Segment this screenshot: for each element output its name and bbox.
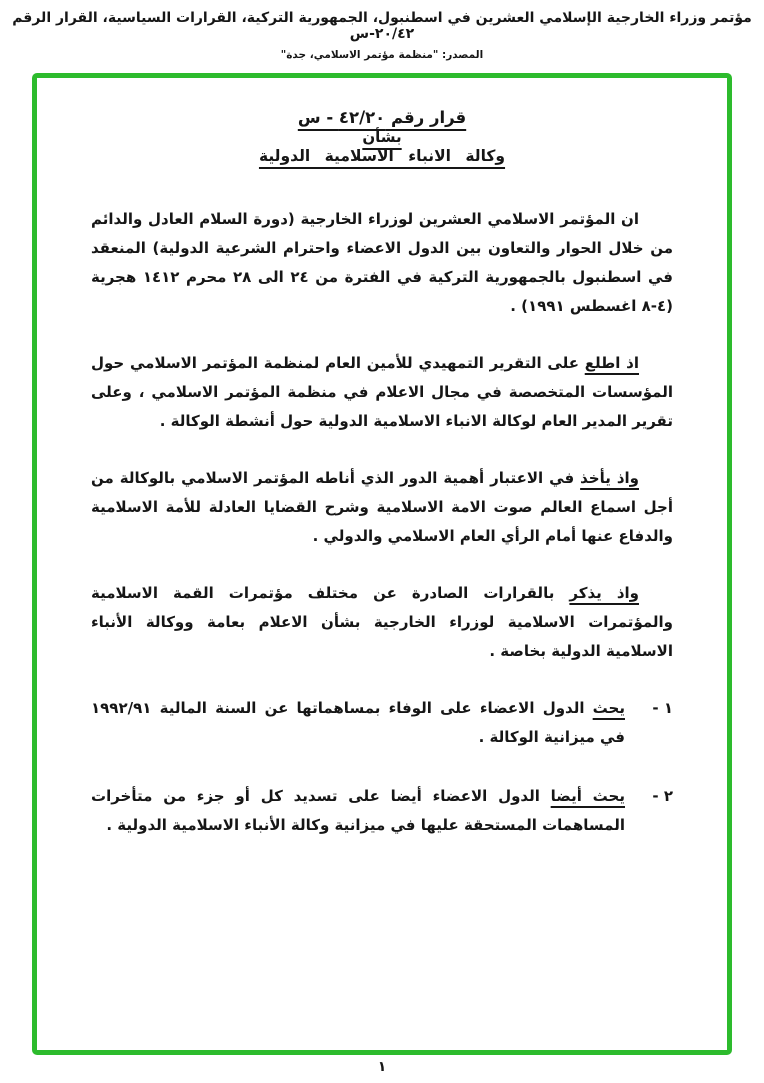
header-citation-line: مؤتمر وزراء الخارجية الإسلامي العشرين في اسطنبول، الجمهورية التركية، القرارات السياسية، القرار الرقم ٢٠/٤٢-س [12, 10, 752, 42]
item-lead: يحث [592, 699, 625, 717]
paragraph-preamble [91, 205, 673, 321]
paragraph-text: ان المؤتمر الاسلامي العشرين لوزراء الخارجية (دورة السلام العادل والدائم من خلال الحوار والتعاون بين الدول الاعضاء واحترام الشرعية الدولية) المنعقد في اسطنبول بالجمهورية التركية في الفترة من ٢٤ الى ٢٨ محرم ١٤١٢ هجرية (٤-٨ اغسطس ١٩٩١) . [91, 210, 673, 315]
item-text: الدول الاعضاء أيضا على تسديد كل أو جزء من متأخرات المساهمات المستحقة عليها في ميزانية وكالة الأنباء الاسلامية الدولية . [91, 787, 625, 834]
paragraph-text: على التقرير التمهيدي للأمين العام لمنظمة المؤتمر الاسلامي حول المؤسسات المتخصصة في مجال الاعلام في منظمة المؤتمر الاسلامي ، وعلى تقرير المدير العام لوكالة الانباء الاسلامية الدولية حول أنشطة الوكالة . [91, 354, 673, 430]
title-regarding: بشأن [362, 128, 402, 146]
item-text-block [91, 694, 625, 752]
document-green-frame [32, 73, 732, 1055]
list-item-1 [91, 694, 673, 752]
paragraph-text: في الاعتبار أهمية الدور الذي أناطه المؤتمر الاسلامي بالوكالة من أجل اسماع العالم صوت الامة الاسلامية وشرح القضايا العادلة للأمة الاسلامية والدفاع عنها أمام الرأي العام الاسلامي والدولي . [91, 469, 673, 545]
document-body [37, 78, 727, 840]
paragraph-text: بالقرارات الصادرة عن مختلف مؤتمرات القمة الاسلامية والمؤتمرات الاسلامية لوزراء الخارجية بشأن الاعلام بعامة ووكالة الأنباء الاسلامية الدولية بخاصة . [91, 584, 673, 660]
header-source-line: المصدر: "منظمة مؤتمر الاسلامي، جدة" [280, 49, 484, 61]
page-number: ١ [377, 1059, 387, 1075]
item-number: ٢ - [652, 787, 673, 805]
paragraph-recalling [91, 579, 673, 666]
paragraph-lead: اذ اطلع [584, 354, 639, 372]
paragraph-taking-into-account [91, 464, 673, 551]
item-text-block [91, 782, 625, 840]
numbered-items [91, 694, 673, 840]
paragraph-having-reviewed [91, 349, 673, 436]
title-subject: وكالة الانباء الاسلامية الدولية [258, 147, 506, 165]
page-header [0, 0, 764, 61]
item-number: ١ - [652, 699, 673, 717]
item-text: الدول الاعضاء على الوفاء بمساهماتها عن السنة المالية ١٩٩٢/٩١ في ميزانية الوكالة . [91, 699, 625, 746]
paragraph-lead: واذ يأخذ [580, 469, 639, 487]
resolution-number-title: قرار رقم ٤٢/٢٠ - س [297, 108, 467, 127]
paragraph-lead: واذ يذكر [569, 584, 639, 602]
title-block [91, 108, 673, 165]
item-lead: يحث أيضا [550, 787, 625, 805]
list-item-2 [91, 782, 673, 840]
